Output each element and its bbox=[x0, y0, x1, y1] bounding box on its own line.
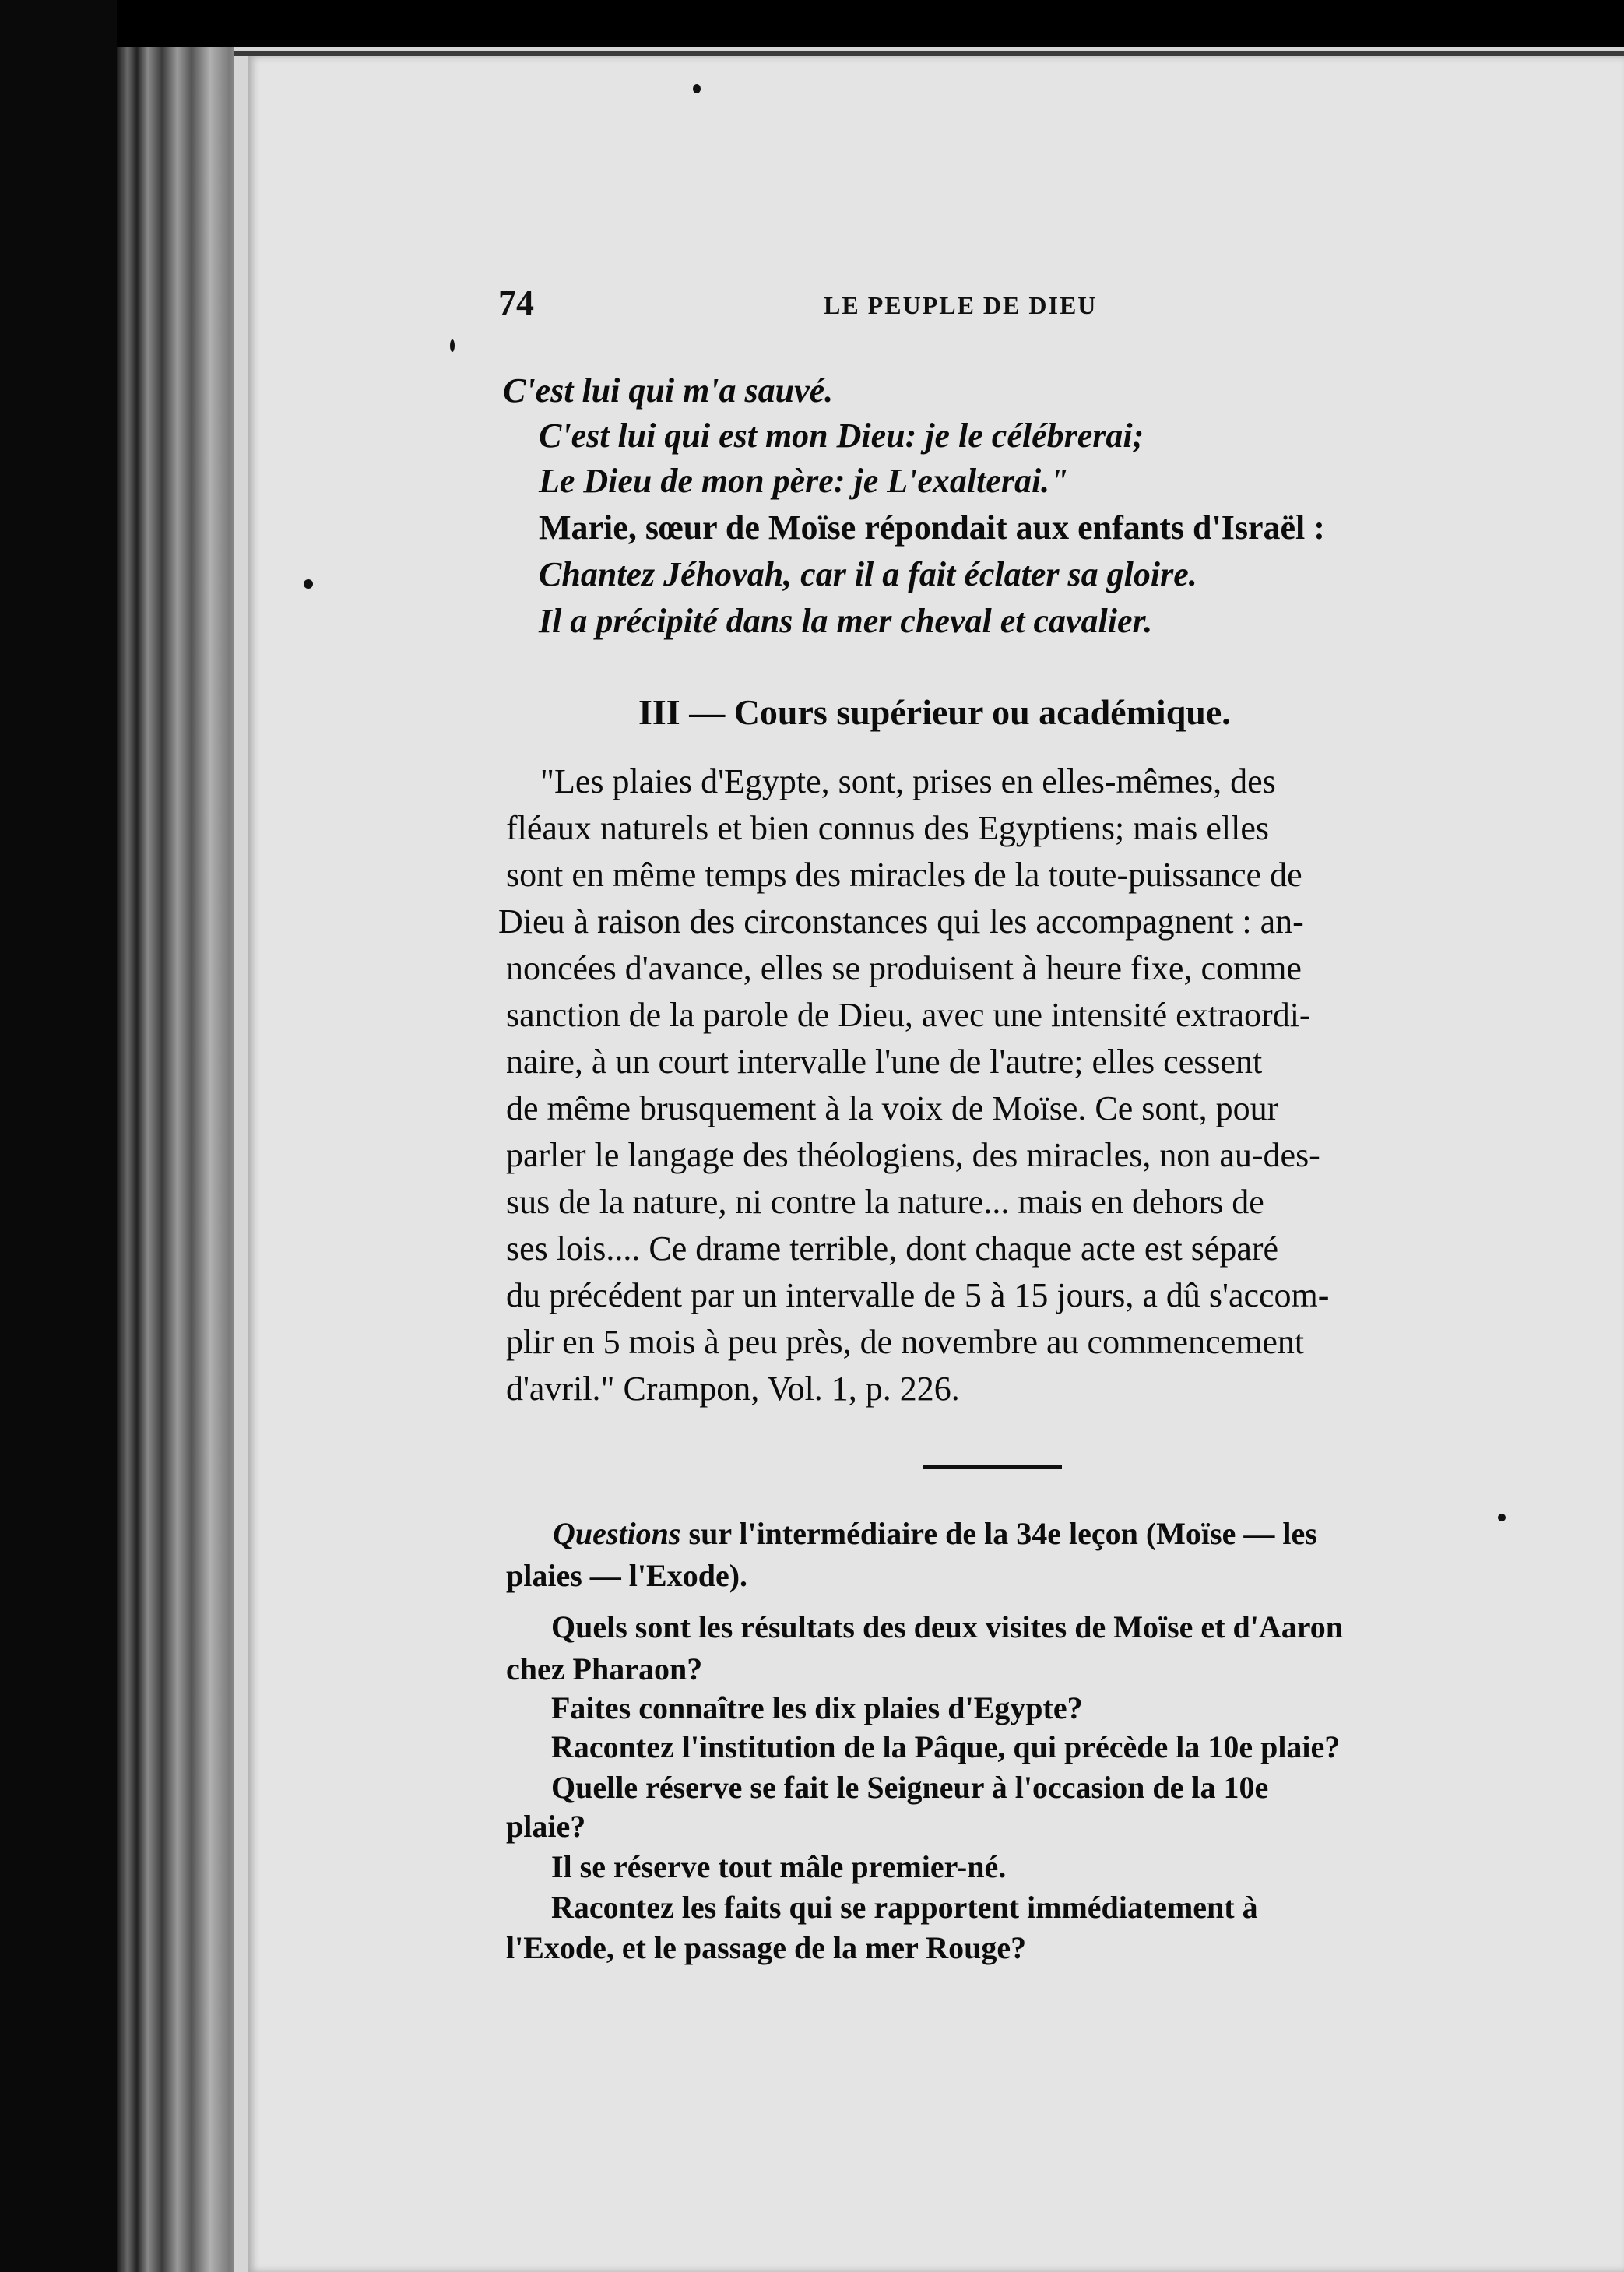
quote-line: sanction de la parole de Dieu, avec une intensité extraordi- bbox=[506, 996, 1311, 1034]
questions-label: Questions bbox=[553, 1516, 681, 1551]
quote-line: parler le langage des théologiens, des miracles, non au-des- bbox=[506, 1136, 1320, 1174]
page-number: 74 bbox=[498, 283, 534, 322]
question-line: Faites connaître les dix plaies d'Egypte? bbox=[551, 1690, 1083, 1725]
running-head bbox=[498, 282, 1619, 329]
quote-line: naire, à un court intervalle l'une de l'autre; elles cessent bbox=[506, 1043, 1263, 1081]
quote-line: sus de la nature, ni contre la nature... mais en dehors de bbox=[506, 1183, 1264, 1221]
running-title: LE PEUPLE DE DIEU bbox=[824, 291, 1098, 319]
scan-speck bbox=[693, 84, 701, 93]
questions-intro-cont: plaies — l'Exode). bbox=[506, 1558, 748, 1593]
quote-line: d'avril." Crampon, Vol. 1, p. 226. bbox=[506, 1370, 960, 1408]
verse-line: C'est lui qui m'a sauvé. bbox=[503, 371, 834, 410]
quote-line: sont en même temps des miracles de la toute-puissance de bbox=[506, 856, 1302, 894]
scan-speck bbox=[1498, 1514, 1506, 1521]
quote-line: "Les plaies d'Egypte, sont, prises en elles-mêmes, des bbox=[540, 762, 1276, 800]
quote-line: ses lois.... Ce drame terrible, dont chaque acte est séparé bbox=[506, 1229, 1279, 1268]
scan-speck bbox=[304, 579, 313, 589]
question-line: Il se réserve tout mâle premier-né. bbox=[551, 1849, 1007, 1884]
scan-speck bbox=[450, 339, 455, 352]
scan-dark-margin bbox=[0, 0, 117, 2272]
quote-line: noncées d'avance, elles se produisent à heure fixe, comme bbox=[506, 949, 1302, 987]
verse-line: Chantez Jéhovah, car il a fait éclater sa gloire. bbox=[539, 555, 1197, 593]
quote-line: du précédent par un intervalle de 5 à 15 jours, a dû s'accom- bbox=[506, 1276, 1330, 1314]
section-divider bbox=[923, 1465, 1062, 1469]
question-line: l'Exode, et le passage de la mer Rouge? bbox=[506, 1930, 1027, 1965]
verse-line: Marie, sœur de Moïse répondait aux enfants d'Israël : bbox=[539, 508, 1325, 547]
quote-line: Dieu à raison des circonstances qui les accompagnent : an- bbox=[498, 902, 1304, 941]
verse-line: Le Dieu de mon père: je L'exalterai." bbox=[539, 462, 1069, 500]
quote-line: de même brusquement à la voix de Moïse. Ce sont, pour bbox=[506, 1089, 1279, 1127]
question-line: chez Pharaon? bbox=[506, 1651, 703, 1686]
quote-line: plir en 5 mois à peu près, de novembre au commencement bbox=[506, 1323, 1305, 1361]
question-line: Racontez l'institution de la Pâque, qui précède la 10e plaie? bbox=[551, 1729, 1341, 1764]
questions-intro bbox=[553, 1515, 1317, 1553]
question-line: Quels sont les résultats des deux visites de Moïse et d'Aaron bbox=[551, 1609, 1344, 1644]
questions-intro-text: sur l'intermédiaire de la 34e leçon (Moïse — les bbox=[688, 1516, 1317, 1551]
quote-line: fléaux naturels et bien connus des Egyptiens; mais elles bbox=[506, 809, 1269, 847]
book-spine-edges bbox=[117, 47, 253, 2272]
question-line: Racontez les faits qui se rapportent immédiatement à bbox=[551, 1890, 1258, 1925]
section-heading: III — Cours supérieur ou académique. bbox=[638, 692, 1231, 732]
question-line: Quelle réserve se fait le Seigneur à l'occasion de la 10e bbox=[551, 1770, 1269, 1805]
verse-line: C'est lui qui est mon Dieu: je le célébrerai; bbox=[539, 417, 1144, 455]
verse-line: Il a précipité dans la mer cheval et cavalier. bbox=[539, 602, 1153, 640]
question-line: plaie? bbox=[506, 1809, 586, 1844]
